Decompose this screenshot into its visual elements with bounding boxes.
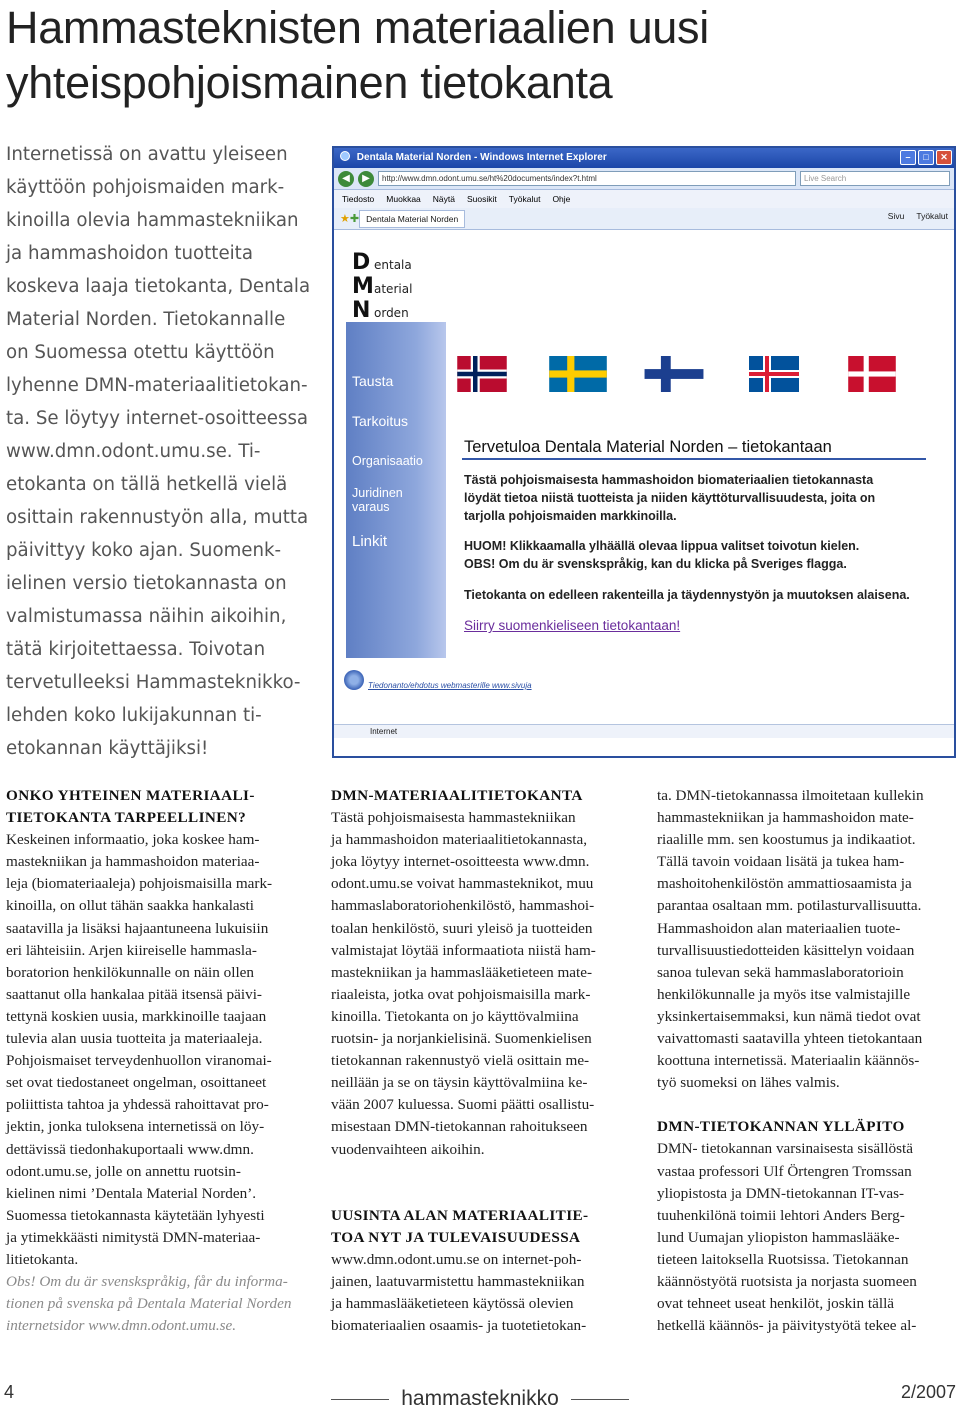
brand-rule-left (331, 1399, 389, 1400)
body-line: tietokannan rakennustyö vielä osittain me- (331, 1052, 590, 1070)
body-line: www.dmn.odont.umu.se on internet-poh- (331, 1250, 582, 1268)
lead-line: lehden koko lukijakunnan ti- (6, 705, 262, 726)
body-line: biomateriaalien osaamis- ja tuotetietokan- (331, 1317, 587, 1335)
body-line: DMN- tietokannan varsinaisesta sisällöstä (657, 1140, 914, 1158)
body-line: odont.umu.se voivat hammasteknikot, muu (331, 875, 594, 893)
tools-menu[interactable]: Työkalut (916, 211, 948, 221)
body-line: vuodenvaihteen aikoihin. (331, 1140, 485, 1158)
body-line: turvallisuustiedotteiden käsittelyn voidaan (657, 941, 915, 959)
issue-number: 2/2007 (900, 1382, 956, 1402)
intro-line-2: löydät tietoa niistä tuotteista ja niiden käyttöturvallisuudesta, joita on (464, 491, 876, 505)
web-page (334, 230, 954, 738)
body-line: vaivattomasti saatavilla yhteen tietokantaan (657, 1030, 923, 1048)
flag-sweden[interactable] (548, 356, 608, 392)
body-line: Pohjoismaiset terveydenhuollon viranomai- (6, 1052, 272, 1070)
body-line: tuuhenkilönä toimii lehtori Anders Berg- (657, 1206, 905, 1224)
lead-line: on Suomessa otettu käyttöön (6, 342, 275, 363)
lead-line: osittain rakennustyön alla, mutta (6, 507, 309, 528)
lead-line: tätä kirjoitettaessa. Toivotan (6, 639, 266, 660)
menu-item[interactable]: Näytä (432, 194, 456, 204)
body-line: mastekniikan ja hammaslääketieteen mate- (331, 963, 593, 981)
nav-tausta[interactable]: Tausta (352, 373, 394, 389)
body-line: käännöstyötä ruotsista ja norjasta suomeen (657, 1272, 917, 1290)
lead-line: Material Norden. Tietokannalle (6, 309, 286, 330)
column-3 (657, 785, 959, 1337)
italic-note-line: Obs! Om du är svenskspråkig, får du informa- (6, 1273, 288, 1291)
lead-line: ielinen versio tietokannasta on (6, 573, 287, 594)
menu-item[interactable]: Ohje (552, 194, 571, 204)
maximize-icon[interactable]: □ (918, 150, 934, 165)
body-line: yksinkertaisemmaksi, kun nämä tiedot ovat (657, 1007, 921, 1025)
nav-linkit[interactable]: Linkit (352, 533, 388, 550)
globe-icon (344, 670, 364, 690)
nav-varaus[interactable]: varaus (352, 500, 390, 514)
body-line: riaalille mm. sen koostumus ja indikaatiot. (657, 831, 916, 849)
add-favorite-icon[interactable]: ✚ (349, 213, 360, 225)
menu-item[interactable]: Tiedosto (342, 194, 375, 204)
body-line: toalan henkilöstö, suuri yleisö ja tuotteiden (331, 919, 593, 937)
construction-note: Tietokanta on edelleen rakenteilla ja täydennystyön ja muutoksen alaisena. (464, 588, 910, 602)
body-line: vastaa professori Ulf Örtengren Tromssan (657, 1162, 912, 1180)
lead-line: etokanta on tällä hetkellä vielä (6, 474, 288, 495)
page-menu[interactable]: Sivu (887, 211, 905, 221)
body-line: koottuna internetissä. Materiaalin käännös- (657, 1052, 920, 1070)
body-line: kielinen nimi ’Dentala Material Norden’. (6, 1184, 257, 1202)
tab-bar (334, 208, 954, 230)
body-line: saattanut olla hankalaa pitää itsensä päivi- (6, 985, 262, 1003)
italic-note-line: internetsidor www.dmn.odont.umu.se. (6, 1317, 237, 1335)
favorites-star-icon[interactable]: ★ (340, 213, 350, 225)
body-line: jektin, jonka tuloksena internetissä on löy- (6, 1118, 265, 1136)
search-input[interactable]: Live Search (800, 171, 950, 186)
lead-line: www.dmn.odont.umu.se. Ti- (6, 441, 261, 462)
section-heading: DMN-MATERIAALITIETOKANTA (331, 787, 583, 804)
lead-line: Internetissä on avattu yleiseen (6, 144, 288, 165)
intro-line-3: tarjolla pohjoismaiden markkinoilla. (464, 509, 677, 523)
nav-organisaatio[interactable]: Organisaatio (352, 454, 423, 468)
body-line: yliopistosta ja DMN-tietokannan IT-vas- (657, 1184, 905, 1202)
body-line: riaaleista, jotka ovat pohjoismaisilla mark- (331, 985, 591, 1003)
feedback-area (344, 670, 532, 690)
window-title: Dentala Material Norden - Windows Internet Explorer (356, 152, 607, 163)
dmn-logo (346, 246, 446, 322)
body-line: hammastekniikan ja hammashoidon mate- (657, 809, 914, 827)
browser-screenshot (332, 146, 956, 758)
lead-line: kinoilla olevia hammastekniikan (6, 210, 299, 231)
brand-rule-right (571, 1399, 629, 1400)
body-line: jainen, laatuvarmistettu hammastekniikan (331, 1272, 585, 1290)
notice-line-1: HUOM! Klikkaamalla ylhäällä olevaa lippua valitset toivotun kielen. (464, 539, 860, 553)
body-line: mashoitohenkilöstön ammattiosaamista ja (657, 875, 912, 893)
intro-line-1: Tästä pohjoismaisesta hammashoidon biomateriaalien tietokannasta (464, 473, 874, 487)
menu-item[interactable]: Suosikit (467, 194, 497, 204)
lead-line: valmistumassa näihin aikoihin, (6, 606, 287, 627)
tab-dentala[interactable] (359, 210, 465, 228)
logo-row-m: M aterial (352, 274, 413, 299)
finnish-db-link[interactable]: Siirry suomenkieliseen tietokantaan! (464, 618, 681, 633)
body-line: tieteen laitoksella Ruotsissa. Tietokannan (657, 1250, 909, 1268)
body-line: hetkellä käännös- ja päivitystyötä tekee al- (657, 1317, 917, 1335)
section-heading: DMN-TIETOKANNAN YLLÄPITO (657, 1118, 905, 1136)
flag-finland[interactable] (644, 356, 704, 392)
body-line: joka löytyy internet-osoitteesta www.dmn. (331, 853, 590, 871)
flag-iceland[interactable] (744, 356, 804, 392)
body-line: mastekniikan ja hammashoidon materiaa- (6, 853, 260, 871)
forward-icon[interactable]: ▶ (358, 171, 374, 187)
flag-denmark[interactable] (842, 356, 902, 392)
title-line-1: Hammasteknisten materiaalien uusi (6, 2, 709, 53)
status-zone: Internet (370, 727, 398, 736)
title-line-2: yhteispohjoismainen tietokanta (6, 57, 613, 108)
italic-note-line: tionen på svenska på Dentala Material Norden (6, 1295, 292, 1313)
window-controls (900, 150, 952, 165)
body-line: henkilökunnalle ja myös itse valmistajille (657, 985, 911, 1003)
section-heading: ONKO YHTEINEN MATERIAALI- (6, 787, 255, 804)
body-line: eri lähteisiin. Arjen kiireiselle hammasla- (6, 941, 257, 959)
body-line: ruotsin- ja norjankielisinä. Suomenkielisen (331, 1030, 592, 1048)
welcome-heading: Tervetuloa Dentala Material Norden – tietokantaan (464, 438, 832, 456)
body-line: ja ytimekkäästi nimitystä DMN-materiaa- (6, 1228, 261, 1246)
body-line: misestaan DMN-tietokannan rahoitukseen (331, 1118, 588, 1136)
body-line: vään 2007 kuluessa. Suomi päätti osallistu- (331, 1096, 595, 1114)
lead-paragraph (6, 138, 312, 765)
body-line: litietokanta. (6, 1250, 79, 1268)
browser-titlebar (334, 148, 954, 168)
menu-item[interactable]: Työkalut (508, 194, 541, 204)
page-number: 4 (4, 1382, 15, 1402)
address-row (334, 168, 954, 190)
lead-line: ta. Se löytyy internet-osoitteessa (6, 408, 309, 429)
body-line: Tästä pohjoismaisesta hammastekniikan (331, 809, 576, 827)
section-heading: UUSINTA ALAN MATERIAALITIE- (331, 1206, 589, 1224)
body-line: lund Uumajan yliopiston hammaslääke- (657, 1228, 900, 1246)
body-line: odont.umu.se, jolle on annettu ruotsin- (6, 1162, 241, 1180)
close-icon[interactable]: ✕ (936, 150, 952, 165)
tab-label: Dentala Material Norden (366, 213, 459, 224)
site-sidebar (346, 246, 446, 658)
ie-logo-icon (340, 151, 350, 161)
body-line: sanoa tulevan sekä hammaslaboratorioin (657, 963, 904, 981)
body-line: työ suomeksi on lähes valmis. (657, 1074, 840, 1092)
body-line: Hammashoidon alan materiaalien tuote- (657, 919, 901, 937)
nav-tarkoitus[interactable]: Tarkoitus (352, 413, 409, 429)
body-line: Tällä tavoin voidaan lisätä ja tukea ham- (657, 853, 905, 871)
body-line: valmistajat löytää informaatiota niistä ham- (331, 941, 596, 959)
lead-line: etokannan käyttäjiksi! (6, 738, 209, 759)
status-bar (334, 724, 954, 738)
menu-bar (334, 190, 954, 208)
body-line: tettynä koskien uusia, markkinoille taajaan (6, 1007, 267, 1025)
body-line: ja hammashoidon materiaalitietokannasta, (331, 831, 587, 849)
article-title (6, 0, 956, 110)
column-1 (6, 785, 306, 1337)
lead-line: ja hammashoidon tuotteita (6, 243, 253, 264)
body-line: ja hammaslääketieteen käytössä olevien (331, 1294, 574, 1312)
body-line: neillään ja se on täysin käyttövalmiina ke- (331, 1074, 588, 1092)
body-line: saatavilla ja lisäksi hajaantuneena lukuisiin (6, 919, 269, 937)
nav-juridinen[interactable]: Juridinen (352, 486, 403, 500)
body-line: kinoilla, on ollut tähän saakka hankalasti (6, 897, 254, 915)
body-line: hammaslaboratoriohenkilöstö, hammashoi- (331, 897, 595, 915)
body-line: leja (biomateriaaleja) pohjoismaisilla mark- (6, 875, 273, 893)
lead-line: päivittyy koko ajan. Suomenk- (6, 540, 282, 561)
heading-underline (462, 458, 926, 460)
body-line: parantaa osaltaan mm. potilasturvallisuutta. (657, 897, 922, 915)
body-line: Keskeinen informaatio, joka koskee ham- (6, 831, 260, 849)
logo-row-d: D entala (352, 250, 412, 275)
body-line: poliittista tahtoa ja yhdessä rahoittavat pro- (6, 1096, 269, 1114)
feedback-link[interactable]: Tiedonanto/ehdotus webmasterille www.sivuja (368, 681, 532, 690)
lead-line: koskeva laaja tietokanta, Dentala (6, 276, 311, 297)
back-icon[interactable]: ◀ (338, 171, 354, 187)
section-heading: TOA NYT JA TULEVAISUUDESSA (331, 1228, 581, 1246)
body-line: dettävissä tiedonhakuportaali www.dmn. (6, 1140, 254, 1158)
body-line: set ovat tiedostaneet ongelman, osoittaneet (6, 1074, 267, 1092)
flag-norway[interactable] (452, 356, 512, 392)
menu-item[interactable]: Muokkaa (386, 194, 421, 204)
command-bar (888, 211, 948, 221)
magazine-brand (331, 1386, 629, 1412)
minimize-icon[interactable]: – (900, 150, 916, 165)
notice-line-2: OBS! Om du är svenskspråkig, kan du klicka på Sveriges flagga. (464, 557, 847, 571)
body-line: tulevia alan uusia tuotteita ja materiaaleja. (6, 1030, 263, 1048)
body-line: ovat tehneet useat henkilöt, joskin tällä (657, 1295, 895, 1313)
logo-row-n: N orden (352, 298, 409, 323)
column-2 (331, 785, 633, 1337)
address-bar[interactable]: http://www.dmn.odont.umu.se/ht%20documents/index?t.html (378, 171, 796, 186)
body-line: boratorion henkilökunnalle on näin ollen (6, 963, 255, 981)
body-line: ta. DMN-tietokannassa ilmoitetaan kullekin (657, 787, 924, 804)
body-line: Suomessa tietokannasta käytetään lyhyesti (6, 1206, 265, 1224)
section-heading: TIETOKANTA TARPEELLINEN? (6, 809, 247, 827)
lead-line: käyttöön pohjoismaiden mark- (6, 177, 285, 198)
lead-line: lyhenne DMN-materiaalitietokan- (6, 375, 308, 396)
lead-line: tervetulleeksi Hammasteknikko- (6, 672, 301, 693)
magazine-name: hammasteknikko (401, 1387, 559, 1410)
body-line: kinoilla. Tietokanta on jo käyttövalmiina (331, 1007, 579, 1025)
